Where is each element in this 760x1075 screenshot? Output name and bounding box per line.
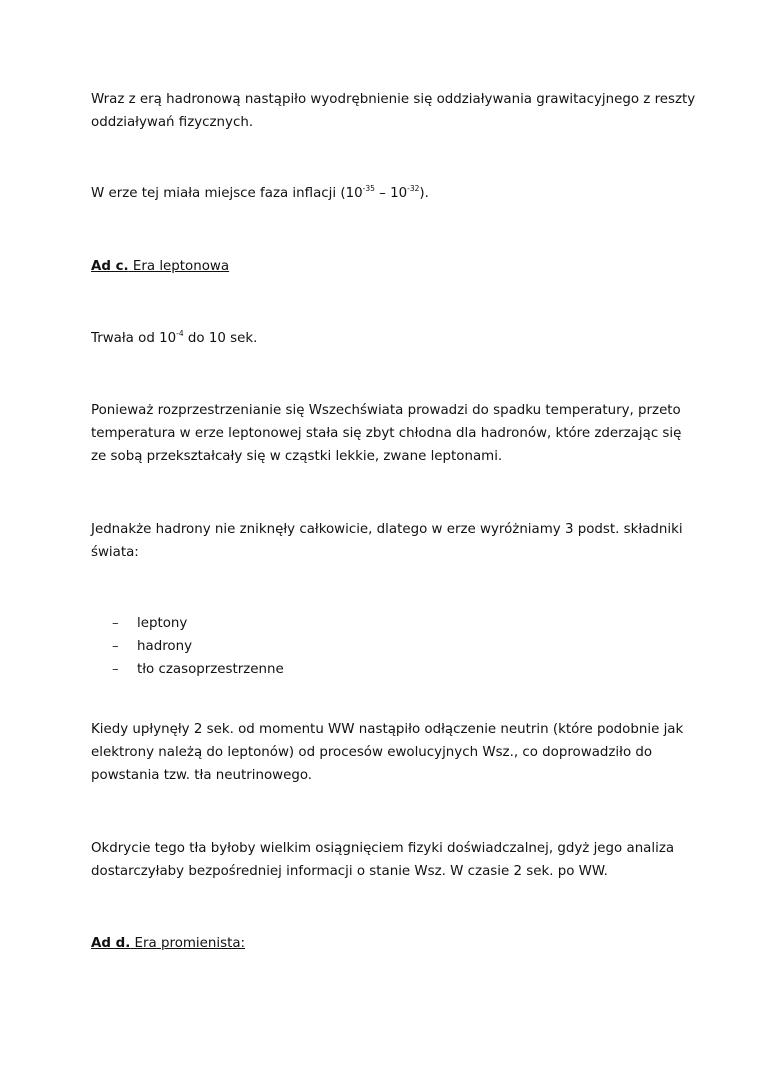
exponent: -35 bbox=[362, 184, 375, 193]
paragraph-temperature bbox=[91, 399, 691, 468]
text-segment: do 10 sek. bbox=[183, 331, 258, 346]
heading-prefix: Ad c. bbox=[91, 259, 129, 274]
text-line: świata: bbox=[91, 545, 139, 560]
list-item bbox=[112, 612, 284, 635]
section-heading bbox=[91, 932, 691, 955]
text-segment: ). bbox=[419, 186, 429, 201]
text-line bbox=[91, 182, 691, 205]
paragraph-duration bbox=[91, 327, 691, 350]
text-line: Wraz z erą hadronową nastąpiło wyodrębnienie się oddziaływania grawitacyjnego z reszty bbox=[91, 92, 696, 107]
heading-radiation-era bbox=[91, 932, 691, 955]
text-line: oddziaływań fizycznych. bbox=[91, 115, 254, 130]
text-line: Ponieważ rozprzestrzenianie się Wszechświata prowadzi do spadku temperatury, przeto bbox=[91, 403, 681, 418]
paragraph-inflation bbox=[91, 182, 691, 205]
dash-marker: – bbox=[112, 662, 119, 677]
text-line: Kiedy upłynęły 2 sek. od momentu WW nastąpiło odłączenie neutrin (które podobnie jak bbox=[91, 722, 684, 737]
text-line: temperatura w erze leptonowej stała się zbyt chłodna dla hadronów, które zderzając się bbox=[91, 426, 682, 441]
paragraph-components bbox=[91, 518, 691, 564]
list-item-label: tło czasoprzestrzenne bbox=[137, 662, 284, 677]
list-item-label: leptony bbox=[137, 616, 188, 631]
list-item bbox=[112, 635, 284, 658]
components-list bbox=[112, 612, 284, 681]
text-line: Jednakże hadrony nie zniknęły całkowicie, dlatego w erze wyróżniamy 3 podst. składniki bbox=[91, 522, 683, 537]
text-line: ze sobą przekształcały się w cząstki lekkie, zwane leptonami. bbox=[91, 449, 503, 464]
dash-marker: – bbox=[112, 616, 119, 631]
text-line: Okdrycie tego tła byłoby wielkim osiągnięciem fizyki doświadczalnej, gdyż jego analiza bbox=[91, 841, 675, 856]
paragraph-discovery bbox=[91, 837, 691, 883]
exponent: -32 bbox=[407, 184, 420, 193]
text-line: elektrony należą do leptonów) od procesów ewolucyjnych Wsz., co doprowadziło do bbox=[91, 745, 653, 760]
exponent: -4 bbox=[176, 329, 184, 338]
heading-prefix: Ad d. bbox=[91, 936, 131, 951]
text-line bbox=[91, 327, 691, 350]
paragraph-hadron-era bbox=[91, 88, 696, 134]
list-item bbox=[112, 658, 284, 681]
heading-title: Era leptonowa bbox=[128, 259, 230, 274]
text-segment: Trwała od 10 bbox=[91, 331, 177, 346]
paragraph-neutrino bbox=[91, 718, 691, 787]
text-segment: – 10 bbox=[374, 186, 408, 201]
list-item-label: hadrony bbox=[137, 639, 193, 654]
text-segment: W erze tej miała miejsce faza inflacji (10 bbox=[91, 186, 363, 201]
heading-lepton-era bbox=[91, 255, 691, 278]
text-line: dostarczyłaby bezpośredniej informacji o stanie Wsz. W czasie 2 sek. po WW. bbox=[91, 864, 608, 879]
section-heading bbox=[91, 255, 691, 278]
dash-marker: – bbox=[112, 639, 119, 654]
heading-title: Era promienista: bbox=[130, 936, 246, 951]
text-line: powstania tzw. tła neutrinowego. bbox=[91, 768, 313, 783]
